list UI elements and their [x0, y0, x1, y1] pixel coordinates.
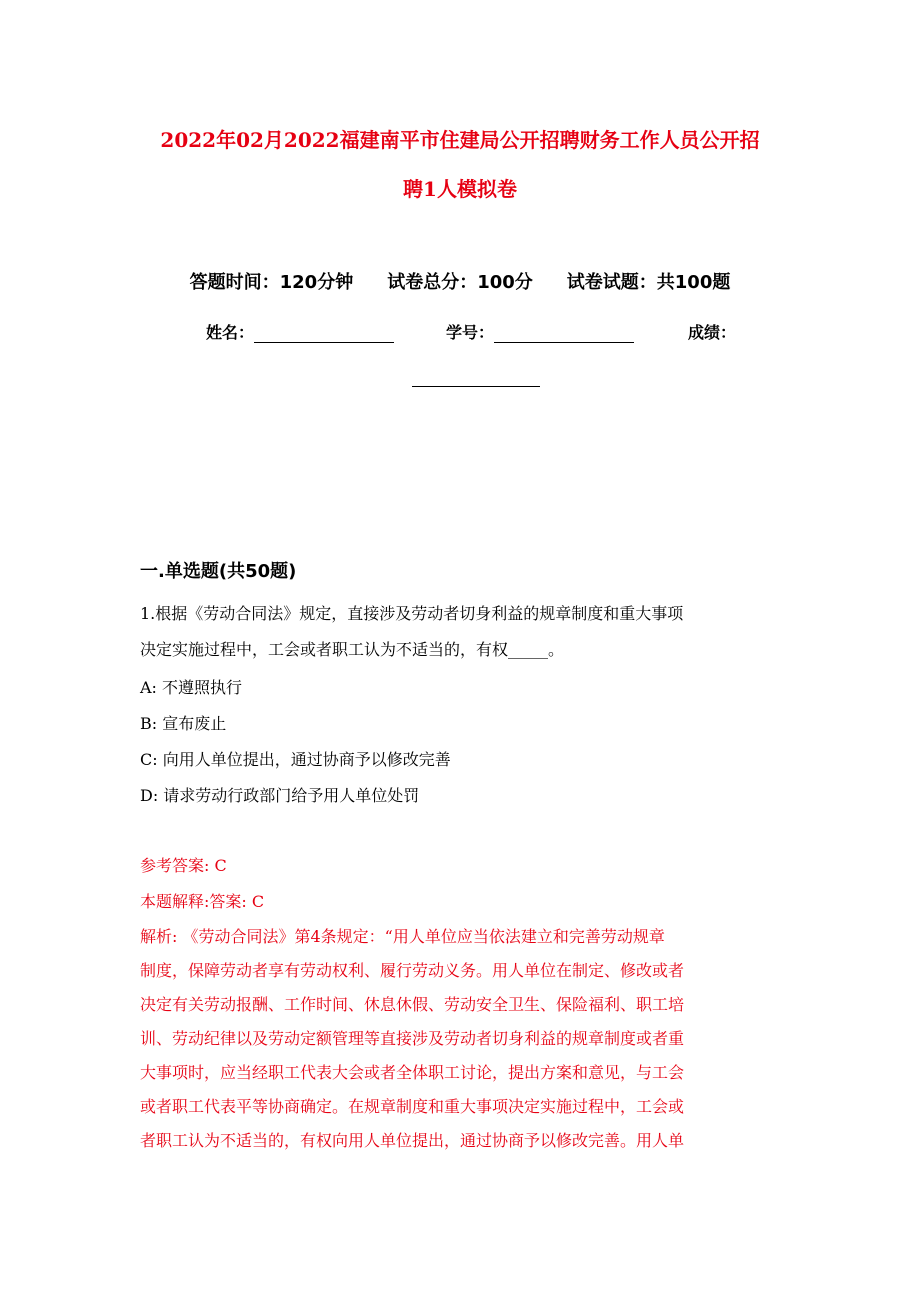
question-stem-line: 决定实施过程中，工会或者职工认为不适当的，有权_____。 [140, 640, 565, 659]
analysis-line: 决定有关劳动报酬、工作时间、休息休假、劳动安全卫生、保险福利、职工培 [140, 995, 685, 1014]
document-title-line-2: 聘1人模拟卷 [403, 177, 517, 201]
name-label: 姓名： [206, 323, 255, 342]
exam-question-count: 试卷试题：共100题 [566, 272, 731, 293]
student-id-label: 学号： [446, 323, 495, 342]
analysis-line: 解析: 《劳动合同法》第4条规定：“用人单位应当依法建立和完善劳动规章 [140, 927, 665, 946]
option-b: B: 宣布废止 [140, 714, 227, 733]
student-id-blank [494, 326, 634, 343]
exam-meta-row [0, 268, 920, 294]
analysis-line: 者职工认为不适当的，有权向用人单位提出，通过协商予以修改完善。用人单 [140, 1131, 685, 1150]
analysis-text [140, 920, 780, 1158]
analysis-line: 制度，保障劳动者享有劳动权利、履行劳动义务。用人单位在制定、修改或者 [140, 961, 685, 980]
analysis-line: 或者职工代表平等协商确定。在规章制度和重大事项决定实施过程中，工会或 [140, 1097, 685, 1116]
analysis-line: 大事项时，应当经职工代表大会或者全体职工讨论，提出方案和意见，与工会 [140, 1063, 685, 1082]
option-c: C: 向用人单位提出，通过协商予以修改完善 [140, 750, 451, 769]
score-label: 成绩： [688, 323, 737, 342]
exam-total-score: 试卷总分：100分 [387, 272, 533, 293]
reference-answer: 参考答案: C [140, 856, 227, 875]
analysis-line: 训、劳动纪律以及劳动定额管理等直接涉及劳动者切身利益的规章制度或者重 [140, 1029, 685, 1048]
document-title-line-1: 2022年02月2022福建南平市住建局公开招聘财务工作人员公开招 [160, 128, 760, 152]
score-blank [412, 370, 540, 387]
name-blank [254, 326, 394, 343]
exam-time: 答题时间：120分钟 [189, 272, 354, 293]
question-stem-line: 1.根据《劳动合同法》规定，直接涉及劳动者切身利益的规章制度和重大事项 [140, 604, 684, 623]
option-d: D: 请求劳动行政部门给予用人单位处罚 [140, 786, 420, 805]
option-a: A: 不遵照执行 [140, 678, 243, 697]
question-stem [140, 596, 780, 668]
section-heading: 一.单选题(共50题) [140, 561, 297, 582]
answer-explanation: 本题解释:答案: C [140, 892, 265, 911]
